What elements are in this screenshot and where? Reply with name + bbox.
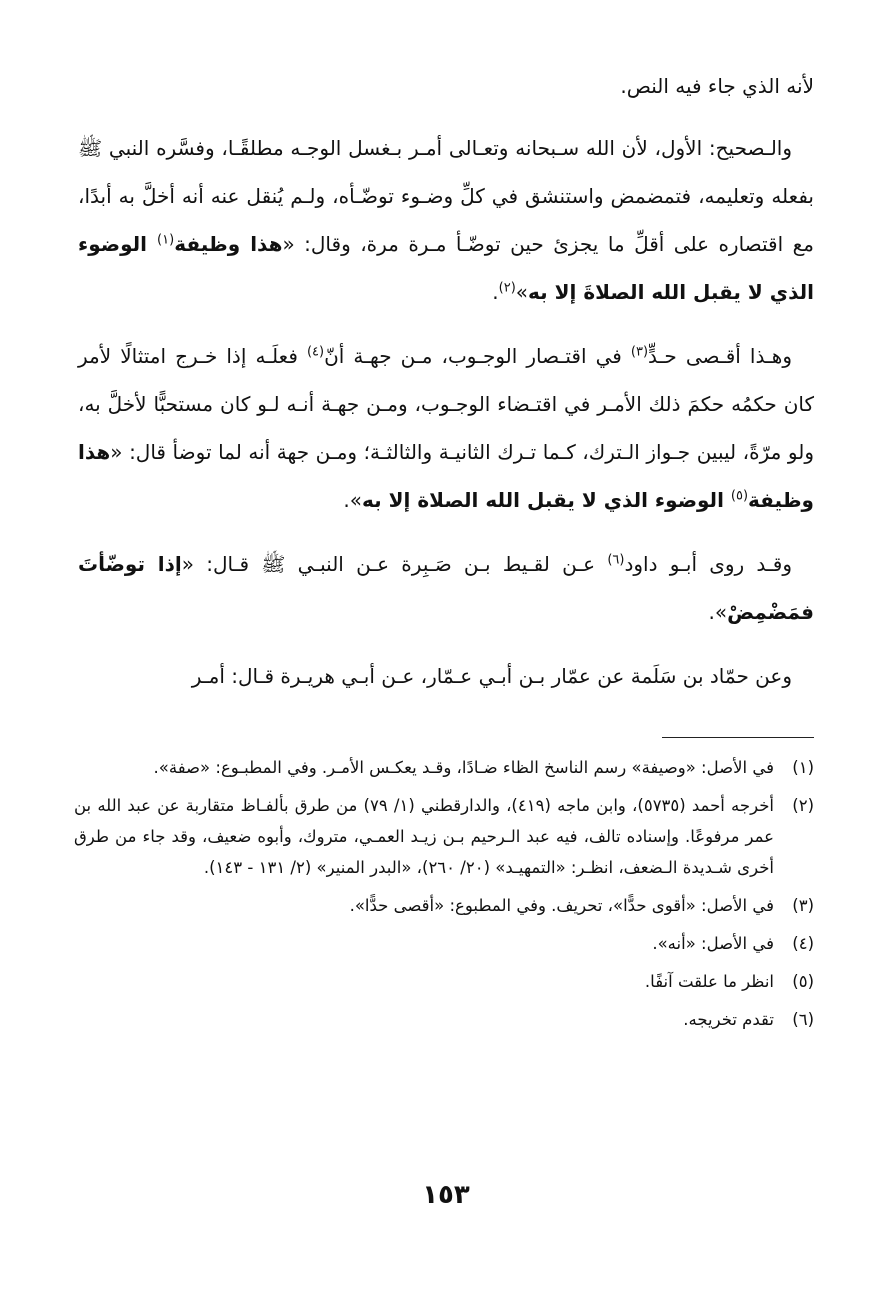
paragraph-3-text: فعلَـه إذا خـرج امتثالًا لأمر كان حكمُه حكمَ ذلك الأمـر في اقتـضاء الوجـوب، ومـن جهـة أنـه لـو كان مستحبًّا لأخلَّ به، ولو مرّةً، ليبين جـواز الـترك، كـما تـرك الثانيـة والثالثـة؛ ومـن جهة أنه لما توضأ قال: «: [78, 344, 814, 464]
paragraph-3-text: في اقتـصار الوجـوب، مـن جهـة أنّ: [324, 344, 631, 368]
footnote-6: [74, 1004, 814, 1035]
footnote-text: في الأصل: «أنه».: [652, 934, 774, 953]
footnote-3: [74, 890, 814, 921]
hadith-quote: إذا توضّأتَ فمَضْمِضْ: [78, 552, 814, 624]
footnote-number: (١): [792, 758, 814, 777]
paragraph-4-text: وقـد روى أبـو داود: [624, 552, 793, 576]
footnote-ref-1[interactable]: (١): [157, 232, 175, 248]
footnote-number: (٥): [792, 972, 814, 991]
quote-close: ».: [343, 488, 363, 512]
hadith-quote-part: الوضوء الذي لا يقبل الله الصلاةَ إلا به: [78, 232, 814, 304]
paragraph-3: [78, 332, 814, 524]
footnote-text: تقدم تخريجه.: [683, 1010, 774, 1029]
footnote-divider: [662, 737, 814, 738]
page-number: ١٥٣: [422, 1180, 470, 1210]
hadith-quote-part: هذا وظيفة: [78, 440, 814, 512]
sentence-end: .: [492, 280, 499, 304]
paragraph-1: [78, 62, 814, 110]
footnote-text: انظر ما علقت آنفًا.: [644, 972, 774, 991]
hadith-quote-part: الوضوء الذي لا يقبل الله الصلاة إلا به: [362, 488, 731, 512]
footnote-5: [74, 966, 814, 997]
footnote-ref-2[interactable]: (٢): [498, 280, 516, 296]
paragraph-1-text: لأنه الذي جاء فيه النص.: [620, 74, 814, 98]
paragraph-2-text: والـصحيح: الأول، لأن الله سـبحانه وتعـالى أمـر بـغسل الوجـه مطلقًـا، وفسَّره النبي ﷺ بفعله وتعليمه، فتمضمض واستنشق في كلِّ وضـوء توضّـأه، ولـم يُنقل عنه أنه أخلَّ به أبدًا، مع اقتصاره على أقلِّ ما يجزئ حين توضّـأ مـرة مرة، وقال: «: [78, 136, 814, 256]
footnote-ref-4[interactable]: (٤): [306, 344, 325, 360]
paragraph-2: [78, 124, 814, 316]
paragraph-4: [78, 540, 814, 636]
footnote-number: (٤): [792, 934, 814, 953]
footnotes: [74, 752, 814, 1042]
quote-close: »: [515, 280, 529, 304]
paragraph-5-text: وعن حمّاد بن سَلَمة عن عمّار بـن أبـي عـمّار، عـن أبـي هريـرة قـال: أمـر: [191, 664, 792, 688]
quote-close: ».: [708, 600, 728, 624]
hadith-quote-part: هذا وظيفة: [174, 232, 283, 256]
footnote-text: في الأصل: «أقوى حدًّا»، تحريف. وفي المطبوع: «أقصى حدًّا».: [349, 896, 774, 915]
footnote-ref-5[interactable]: (٥): [730, 488, 749, 504]
paragraph-5: [78, 652, 814, 700]
footnote-ref-6[interactable]: (٦): [607, 552, 625, 568]
footnote-text: أخرجه أحمد (٥٧٣٥)، وابن ماجه (٤١٩)، والدارقطني (١/ ٧٩) من طرق بألفـاظ متقاربة عن عبد الله بن عمر مرفوعًا. وإسناده تالف، فيه عبد الـرحيم بـن زيـد العمـي، متروك، وأبوه ضعيف، وقد جاء من طرق أخرى شـديدة الـضعف، انظـر: «التمهيـد» (٢٠/ ٢٦٠)، «البدر المنير» (٢/ ١٣١ - ١٤٣).: [74, 796, 774, 877]
footnote-1: [74, 752, 814, 783]
footnote-2: [74, 790, 814, 883]
footnote-number: (٢): [792, 796, 814, 815]
footnote-4: [74, 928, 814, 959]
footnote-ref-3[interactable]: (٣): [630, 344, 649, 360]
paragraph-3-text: وهـذا أقـصى حـدٍّ: [648, 344, 793, 368]
paragraph-4-text: عـن لقـيط بـن صَـبِرة عـن النبـي ﷺ قـال: «: [181, 552, 608, 576]
footnote-text: في الأصل: «وصيفة» رسم الناسخ الظاء ضـادًا، وقـد يعكـس الأمـر. وفي المطبـوع: «صفة».: [153, 758, 774, 777]
footnote-number: (٣): [792, 896, 814, 915]
footnote-number: (٦): [792, 1010, 814, 1029]
main-text: [78, 62, 814, 716]
